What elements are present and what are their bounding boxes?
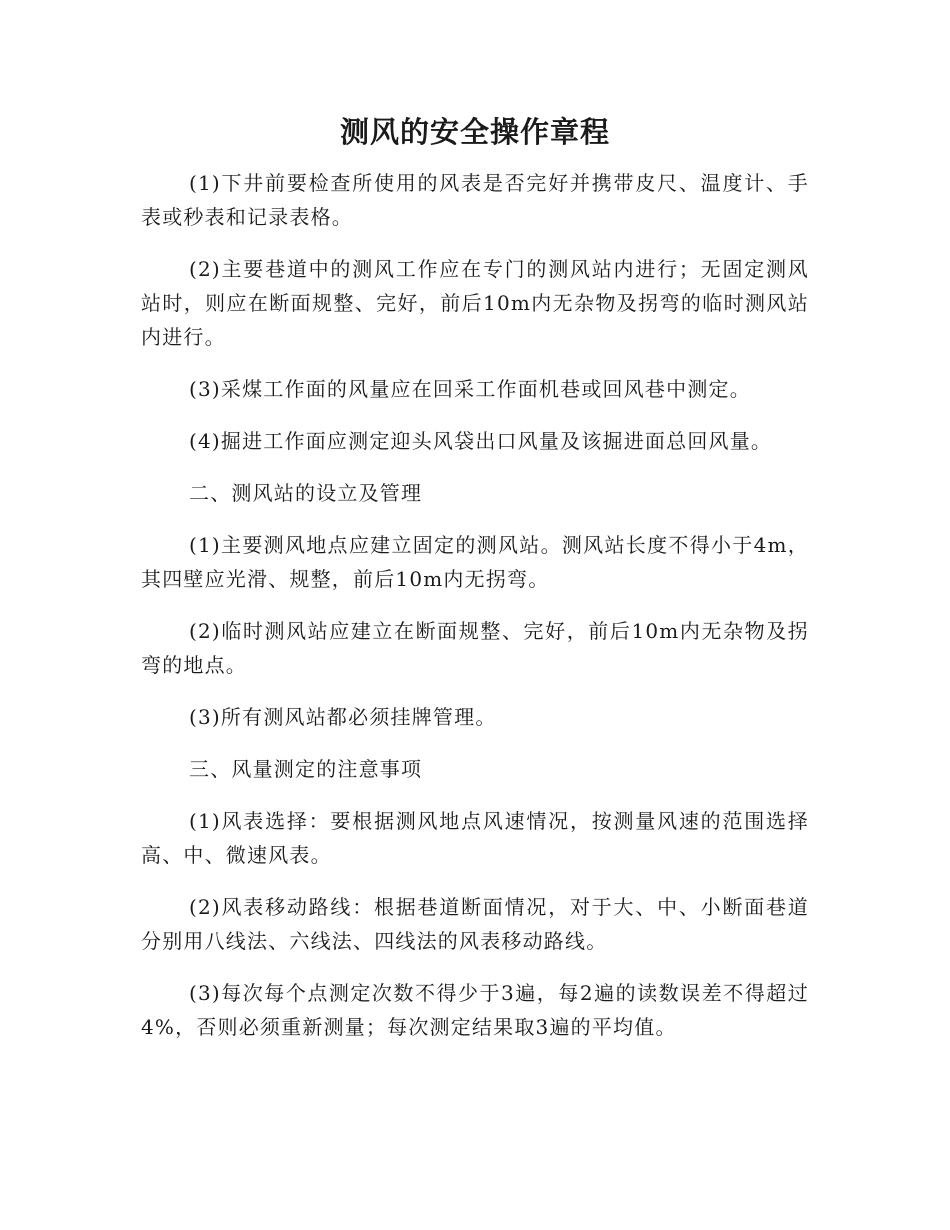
document-title: 测风的安全操作章程 xyxy=(339,115,610,149)
paragraph: (3)采煤工作面的风量应在回采工作面机巷或回风巷中测定。 xyxy=(189,377,751,401)
paragraph: (3)每次每个点测定次数不得少于3遍，每2遍的读数误差不得超过4%，否则必须重新测量；每次测定结果取3遍的平均值。 xyxy=(141,981,809,1039)
paragraph: (1)风表选择：要根据测风地点风速情况，按测量风速的范围选择高、中、微速风表。 xyxy=(141,809,809,867)
paragraph: (1)下井前要检查所使用的风表是否完好并携带皮尺、温度计、手表或秒表和记录表格。 xyxy=(141,171,809,229)
paragraph: (1)主要测风地点应建立固定的测风站。测风站长度不得小于4m，其四壁应光滑、规整，前后10m内无拐弯。 xyxy=(141,533,809,591)
section-heading: 三、风量测定的注意事项 xyxy=(189,757,423,781)
paragraph: (2)临时测风站应建立在断面规整、完好，前后10m内无杂物及拐弯的地点。 xyxy=(141,619,809,677)
paragraph: (3)所有测风站都必须挂牌管理。 xyxy=(189,705,497,729)
paragraph: (2)主要巷道中的测风工作应在专门的测风站内进行；无固定测风站时，则应在断面规整、完好，前后10m内无杂物及拐弯的临时测风站内进行。 xyxy=(141,257,809,349)
paragraph: (4)掘进工作面应测定迎头风袋出口风量及该掘进面总回风量。 xyxy=(189,429,773,453)
paragraph: (2)风表移动路线：根据巷道断面情况，对于大、中、小断面巷道分别用八线法、六线法、四线法的风表移动路线。 xyxy=(141,895,809,953)
section-heading: 二、测风站的设立及管理 xyxy=(189,481,423,505)
document-body xyxy=(141,166,809,1062)
